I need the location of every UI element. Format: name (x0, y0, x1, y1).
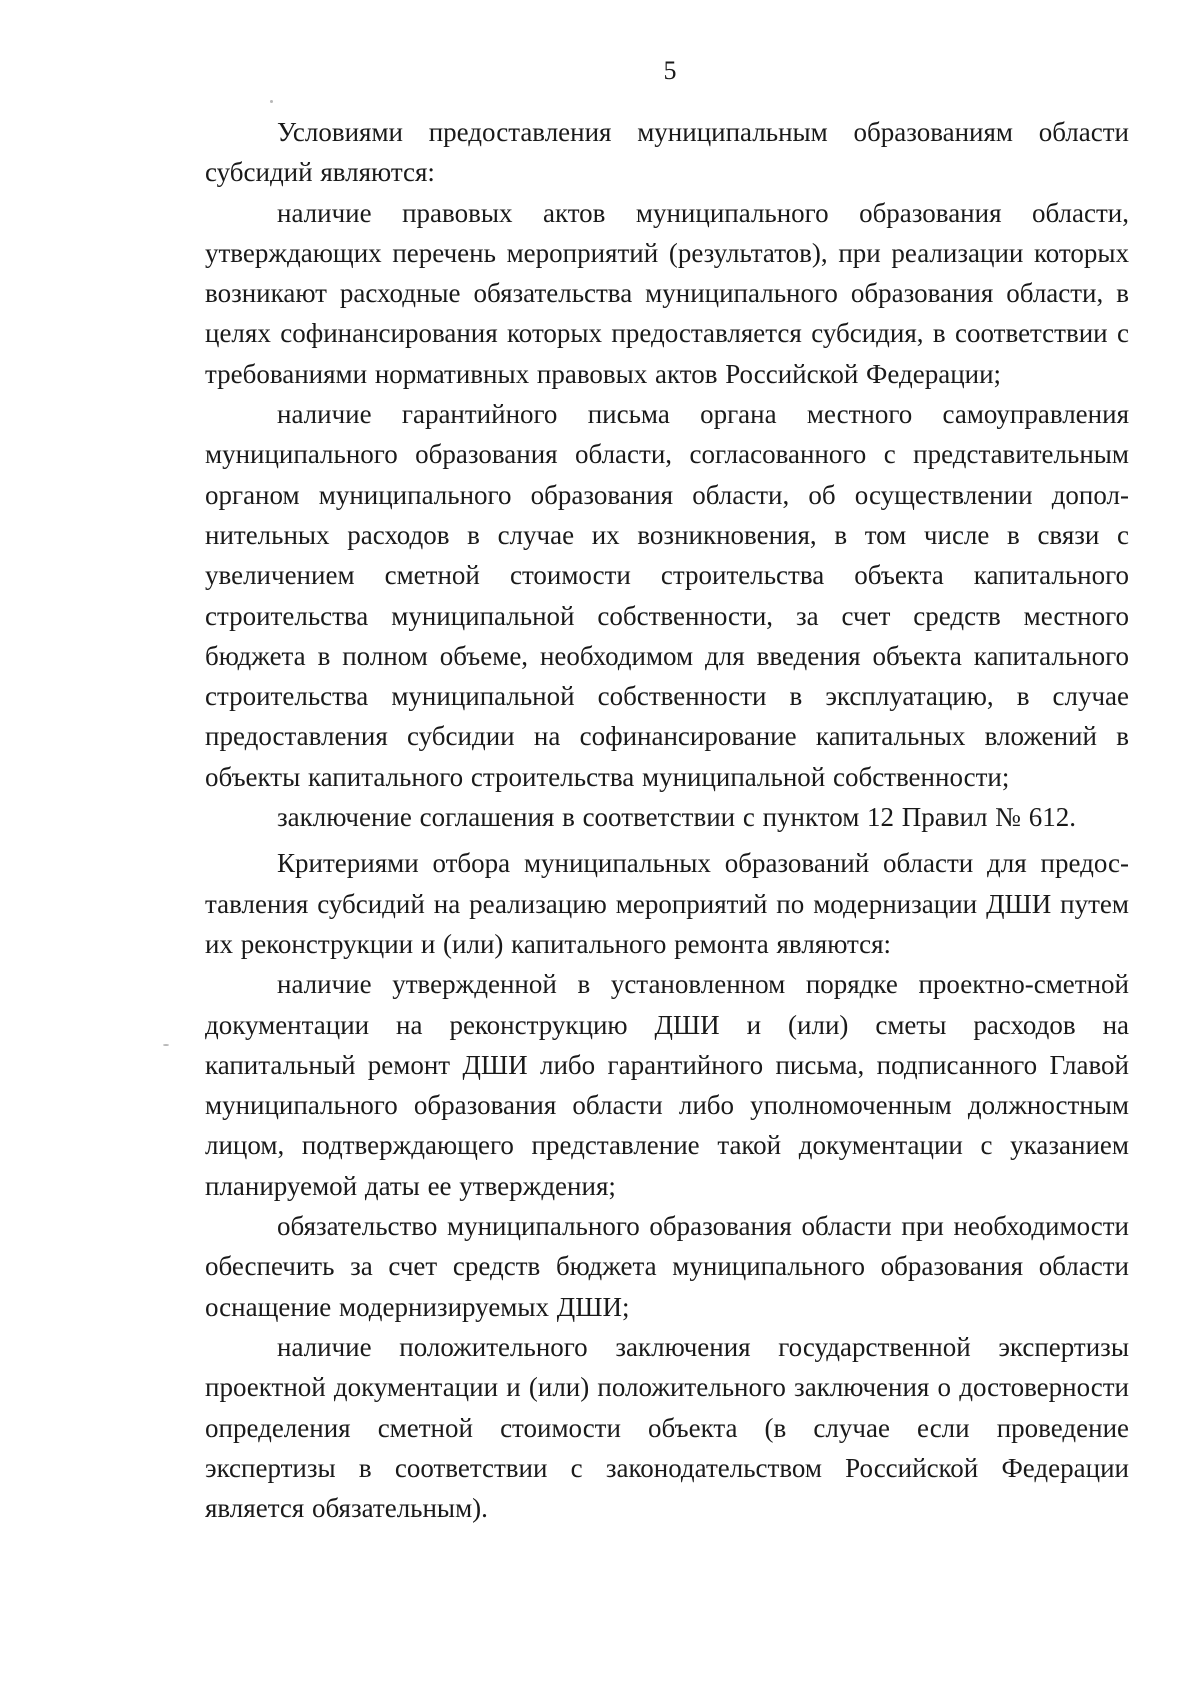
document-body (205, 112, 1129, 1528)
paragraph-approved-documentation: наличие утвержденной в установленном порядке проектно-сметной документации на реконструкцию ДШИ и (или) сметы расходов на капитальный ремонт ДШИ либо гарантийного письма, подписанного Главой муниципального образования области либо уполномоченным должностным лицом, подтверждающего представление такой документации с указанием планируемой даты ее утверждения; (205, 969, 1129, 1201)
paragraph-legal-acts: наличие правовых актов муниципального образования области, утверждающих перечень мероприятий (результатов), при реализации которых возникают расходные обязательства муниципального образования области, в целях софинансирования которых предоставляется субсидия, в соответствии с требованиями нормативных правовых актов Российской Федерации; (205, 197, 1129, 389)
page-number: 5 (663, 56, 677, 85)
scan-speck (270, 100, 273, 103)
paragraph-agreement: заключение соглашения в соответствии с пунктом 12 Правил № 612. (277, 802, 1076, 833)
scan-speck (163, 1044, 169, 1046)
paragraph-state-expertise: наличие положительного заключения государственной экспертизы проектной документации и (или) положительного заключения о достоверности определения сметной стоимости объекта (в случае если проведение экспертизы в соответствии с законодательством Российской Федерации является обязательным). (205, 1331, 1129, 1524)
paragraph-subsidy-conditions-intro: Условиями предоставления муниципальным образованиям области субсидий являются: (205, 117, 1129, 188)
paragraph-selection-criteria-intro: Критериями отбора муниципальных образований области для предоставления субсидий на реализацию мероприятий по модернизации ДШИ путем их реконструкции и (или) капитального ремонта являются: (205, 848, 1129, 959)
paragraph-guarantee-letter: наличие гарантийного письма органа местного самоуправления муниципального образования области, согласованного с представительным органом муниципального образования области, об осуществлении дополнительных расходов в случае их возникновения, в том числе в связи с увеличением сметной стоимости строительства объекта капитального строительства муниципальной собственности, за счет средств местного бюджета в полном объеме, необходимом для введения объекта капитального строительства муниципальной собственности в эксплуатацию, в случае предоставления субсидии на софинансирование капитальных вложений в объекты капитального строительства муниципальной собственности; (205, 399, 1129, 792)
paragraph-equipment-obligation: обязательство муниципального образования области при необходимости обеспечить за счет средств бюджета муниципального образования области оснащение модернизируемых ДШИ; (205, 1211, 1129, 1322)
